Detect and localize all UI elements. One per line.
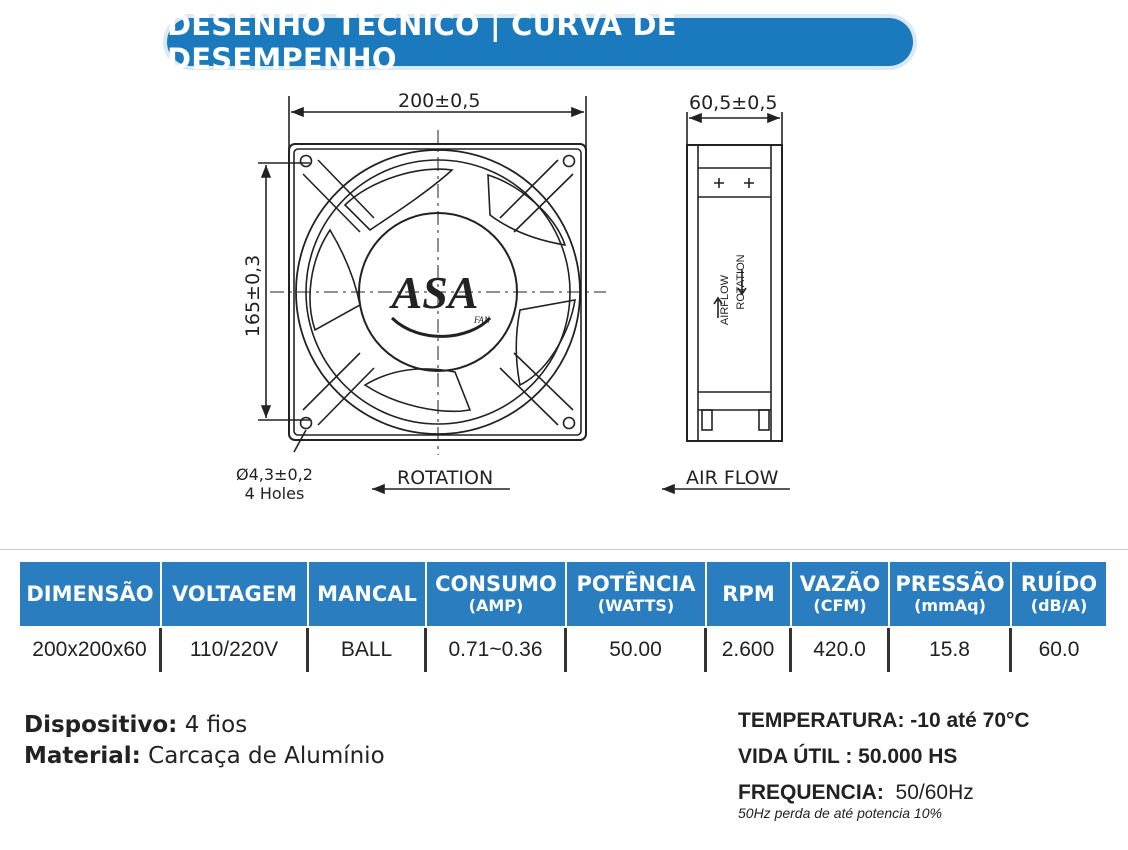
header-consumo: CONSUMO (AMP) [427, 562, 567, 626]
cell-ruido: 60.0 [1038, 638, 1080, 661]
header-ruido: RUÍDO (dB/A) [1020, 572, 1098, 615]
header-vazao: VAZÃO (CFM) [792, 562, 890, 626]
logo-subtext: FAN [474, 315, 490, 325]
device-label: Dispositivo: [24, 712, 178, 738]
height-dimension: 165±0,3 [242, 254, 264, 338]
frequency-value: 50/60Hz [895, 781, 974, 804]
width-dimension: 200±0,5 [398, 90, 481, 112]
device-line [24, 710, 385, 741]
hole-diameter: Ø4,3±0,2 [236, 465, 313, 484]
header-pressao: PRESSÃO (mmAq) [890, 562, 1012, 626]
cell-potencia: 50.00 [567, 628, 707, 672]
frequency-note: 50Hz perda de até potencia 10% [738, 805, 942, 821]
material-value: Carcaça de Alumínio [148, 743, 385, 769]
frequency-label: FREQUENCIA: [738, 781, 884, 804]
header-voltagem: VOLTAGEM [162, 562, 309, 626]
header-rpm: RPM [707, 562, 792, 626]
header-potencia: POTÊNCIA (WATTS) [567, 562, 707, 626]
side-rotation-label: ROTATION [735, 254, 747, 310]
airflow-label: AIR FLOW [686, 467, 779, 489]
logo-text: ASA [391, 267, 479, 318]
lifetime-spec: VIDA ÚTIL : 50.000 HS [738, 745, 958, 768]
depth-dimension: 60,5±0,5 [689, 92, 778, 114]
cell-rpm: 2.600 [707, 628, 792, 672]
header-mancal: MANCAL [309, 562, 427, 626]
hole-dimension [236, 465, 313, 503]
side-airflow-label: AIRFLOW [719, 274, 731, 326]
banner-title: DESENHO TÉCNICO | CURVA DE DESEMPENHO [167, 8, 677, 76]
spec-table-row [20, 628, 1106, 672]
device-value: 4 fios [184, 712, 248, 738]
cell-voltagem: 110/220V [162, 628, 309, 672]
spec-table-header [20, 562, 1106, 626]
specs-right [738, 703, 1030, 821]
material-label: Material: [24, 743, 141, 769]
header-dimensao: DIMENSÃO [20, 562, 162, 626]
cell-mancal: BALL [309, 628, 427, 672]
cell-consumo: 0.71~0.36 [427, 628, 567, 672]
hole-count: 4 Holes [244, 484, 305, 503]
cell-vazao: 420.0 [792, 628, 890, 672]
cell-dimensao: 200x200x60 [20, 628, 162, 672]
temperature-spec: TEMPERATURA: -10 até 70°C [738, 709, 1030, 732]
cell-pressao: 15.8 [890, 628, 1012, 672]
material-line [24, 741, 385, 772]
specs-left [24, 710, 385, 772]
rotation-label: ROTATION [397, 467, 494, 489]
